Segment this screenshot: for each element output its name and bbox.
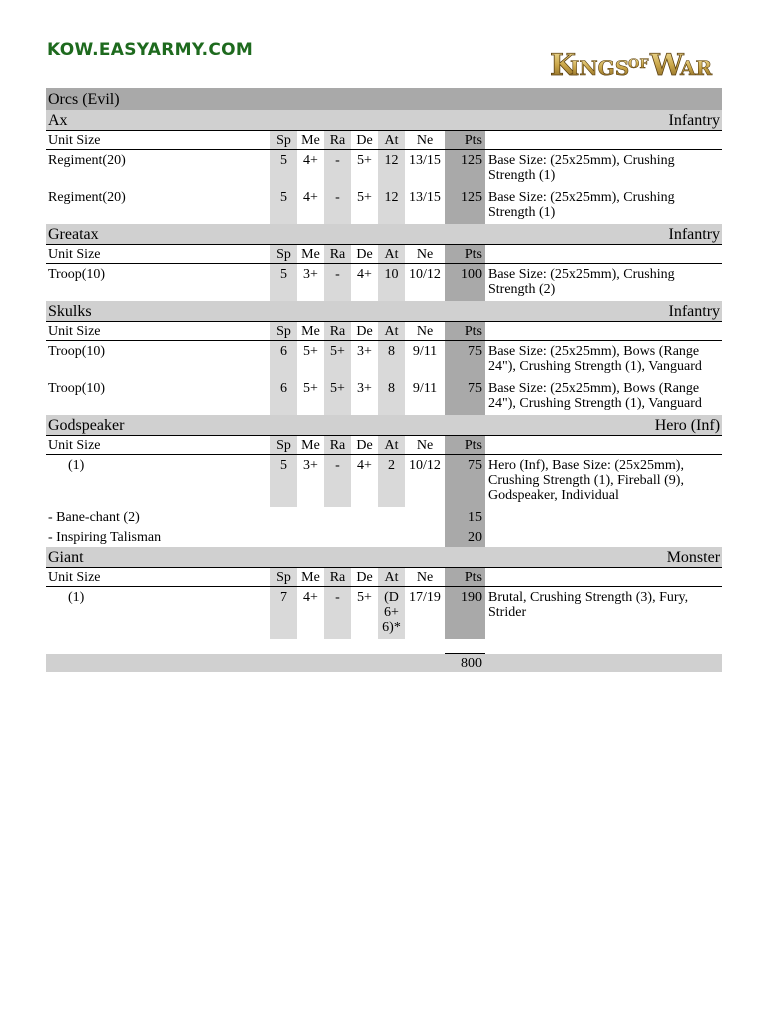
- unit-type: Infantry: [445, 301, 722, 322]
- unit-name: Ax: [46, 110, 445, 131]
- upgrade-row: [46, 527, 722, 547]
- unit-size: Regiment(20): [48, 153, 126, 168]
- svg-text:AR: AR: [680, 56, 713, 80]
- col-at: At: [378, 245, 405, 264]
- col-unit-size: Unit Size: [46, 322, 270, 341]
- unit-size: (1): [68, 458, 85, 473]
- army-list-body: [46, 88, 722, 672]
- column-header-row: [46, 322, 722, 341]
- unit-header-row: [46, 547, 722, 568]
- stat-ra: -: [324, 455, 351, 508]
- col-ra: Ra: [324, 245, 351, 264]
- special-rules: Base Size: (25x25mm), Crushing Strength (2): [488, 267, 675, 297]
- upgrade-points: 20: [445, 527, 485, 547]
- svg-text:W: W: [650, 48, 684, 82]
- special-rules: Base Size: (25x25mm), Bows (Range 24"), Crushing Strength (1), Vanguard: [488, 381, 702, 411]
- upgrade-blank: [485, 527, 722, 547]
- col-ra: Ra: [324, 436, 351, 455]
- stat-at: 10: [378, 264, 405, 302]
- total-points: 800: [445, 654, 485, 673]
- svg-text:K: K: [550, 48, 577, 82]
- stat-ne: 10/12: [409, 267, 441, 282]
- unit-row: [46, 187, 722, 224]
- stat-at: 8: [378, 378, 405, 415]
- stat-ra: -: [324, 187, 351, 224]
- unit-type: Infantry: [445, 224, 722, 245]
- unit-type: Infantry: [445, 110, 722, 131]
- col-ne: Ne: [405, 131, 445, 150]
- unit-size: Troop(10): [48, 381, 106, 396]
- stat-me: 4+: [303, 590, 318, 605]
- stat-ne: 9/11: [412, 381, 438, 396]
- col-special: [485, 131, 722, 150]
- col-me: Me: [297, 131, 324, 150]
- col-pts: Pts: [445, 322, 485, 341]
- stat-sp: 5: [270, 455, 297, 508]
- col-me: Me: [297, 568, 324, 587]
- col-special: [485, 436, 722, 455]
- stat-me: 3+: [303, 267, 318, 282]
- stat-de: 5+: [357, 153, 372, 168]
- col-de: De: [351, 436, 378, 455]
- upgrade-blank: [485, 507, 722, 527]
- stat-ne: 13/15: [409, 190, 441, 205]
- col-ne: Ne: [405, 245, 445, 264]
- unit-row: [46, 341, 722, 379]
- unit-type: Hero (Inf): [445, 415, 722, 436]
- stat-me: 5+: [303, 381, 318, 396]
- unit-header-row: [46, 415, 722, 436]
- stat-ra: 5+: [324, 341, 351, 379]
- col-sp: Sp: [270, 568, 297, 587]
- svg-text:OF: OF: [628, 57, 649, 72]
- stat-me: 4+: [303, 153, 318, 168]
- spacer-row: [46, 639, 722, 654]
- col-de: De: [351, 245, 378, 264]
- col-sp: Sp: [270, 245, 297, 264]
- column-header-row: [46, 131, 722, 150]
- unit-header-row: [46, 301, 722, 322]
- stat-sp: 6: [270, 341, 297, 379]
- stat-de: 3+: [357, 381, 372, 396]
- unit-points: 100: [445, 264, 485, 302]
- spacer-cell: [46, 639, 722, 654]
- stat-de: 4+: [357, 458, 372, 473]
- total-row: [46, 654, 722, 673]
- special-rules: Brutal, Crushing Strength (3), Fury, Strider: [488, 590, 689, 620]
- col-at: At: [378, 131, 405, 150]
- stat-sp: 5: [270, 150, 297, 188]
- col-ra: Ra: [324, 322, 351, 341]
- stat-at: 12: [378, 187, 405, 224]
- svg-text:INGS: INGS: [570, 56, 630, 80]
- col-ne: Ne: [405, 436, 445, 455]
- stat-ra: -: [324, 264, 351, 302]
- unit-points: 190: [445, 587, 485, 640]
- col-pts: Pts: [445, 436, 485, 455]
- stat-at: 12: [378, 150, 405, 188]
- col-at: At: [378, 568, 405, 587]
- special-rules: Base Size: (25x25mm), Bows (Range 24"), Crushing Strength (1), Vanguard: [488, 344, 702, 374]
- col-ra: Ra: [324, 568, 351, 587]
- army-list-sheet: [46, 88, 722, 672]
- col-unit-size: Unit Size: [46, 436, 270, 455]
- col-ne: Ne: [405, 568, 445, 587]
- col-me: Me: [297, 436, 324, 455]
- stat-me: 5+: [303, 344, 318, 359]
- special-rules: Hero (Inf), Base Size: (25x25mm), Crushing Strength (1), Fireball (9), Godspeaker, Individual: [488, 458, 684, 503]
- special-rules: Base Size: (25x25mm), Crushing Strength (1): [488, 190, 675, 220]
- kings-of-war-logo: [548, 46, 722, 82]
- upgrade-label: - Inspiring Talisman: [48, 529, 162, 545]
- stat-sp: 5: [270, 264, 297, 302]
- col-unit-size: Unit Size: [46, 245, 270, 264]
- total-label-blank: [46, 654, 445, 673]
- col-de: De: [351, 322, 378, 341]
- unit-name: Skulks: [46, 301, 445, 322]
- special-rules: Base Size: (25x25mm), Crushing Strength (1): [488, 153, 675, 183]
- col-special: [485, 322, 722, 341]
- site-title: KOW.EASYARMY.COM: [47, 40, 254, 60]
- stat-de: 4+: [357, 267, 372, 282]
- unit-size: Regiment(20): [48, 190, 126, 205]
- stat-sp: 5: [270, 187, 297, 224]
- unit-row: [46, 455, 722, 508]
- unit-row: [46, 378, 722, 415]
- upgrade-row: [46, 507, 722, 527]
- stat-at: 8: [378, 341, 405, 379]
- col-at: At: [378, 436, 405, 455]
- unit-points: 125: [445, 187, 485, 224]
- stat-ne: 10/12: [409, 458, 441, 473]
- stat-ra: -: [324, 587, 351, 640]
- stat-ne: 9/11: [412, 344, 438, 359]
- unit-points: 75: [445, 341, 485, 379]
- col-special: [485, 245, 722, 264]
- col-pts: Pts: [445, 131, 485, 150]
- unit-size: Troop(10): [48, 344, 106, 359]
- stat-ra: -: [324, 150, 351, 188]
- upgrade-label: - Bane-chant (2): [48, 509, 140, 525]
- stat-ne: 13/15: [409, 153, 441, 168]
- col-me: Me: [297, 245, 324, 264]
- col-me: Me: [297, 322, 324, 341]
- col-sp: Sp: [270, 322, 297, 341]
- army-name: Orcs (Evil): [46, 88, 722, 110]
- unit-header-row: [46, 110, 722, 131]
- stat-de: 3+: [357, 344, 372, 359]
- col-unit-size: Unit Size: [46, 131, 270, 150]
- stat-at: (D 6+ 6)*: [378, 587, 405, 640]
- column-header-row: [46, 436, 722, 455]
- unit-points: 125: [445, 150, 485, 188]
- stat-me: 4+: [303, 190, 318, 205]
- col-unit-size: Unit Size: [46, 568, 270, 587]
- col-sp: Sp: [270, 436, 297, 455]
- upgrade-points: 15: [445, 507, 485, 527]
- total-blank: [485, 654, 722, 673]
- stat-sp: 7: [270, 587, 297, 640]
- stat-me: 3+: [303, 458, 318, 473]
- unit-size: Troop(10): [48, 267, 106, 282]
- unit-points: 75: [445, 378, 485, 415]
- col-pts: Pts: [445, 568, 485, 587]
- unit-name: Giant: [46, 547, 445, 568]
- unit-row: [46, 587, 722, 640]
- col-at: At: [378, 322, 405, 341]
- unit-row: [46, 150, 722, 188]
- col-ne: Ne: [405, 322, 445, 341]
- stat-ne: 17/19: [409, 590, 441, 605]
- unit-name: Godspeaker: [46, 415, 445, 436]
- col-special: [485, 568, 722, 587]
- col-de: De: [351, 568, 378, 587]
- col-pts: Pts: [445, 245, 485, 264]
- stat-de: 5+: [357, 590, 372, 605]
- unit-row: [46, 264, 722, 302]
- army-list-table: [46, 88, 722, 672]
- stat-ra: 5+: [324, 378, 351, 415]
- unit-type: Monster: [445, 547, 722, 568]
- unit-size: (1): [68, 590, 85, 605]
- army-header-row: [46, 88, 722, 110]
- stat-de: 5+: [357, 190, 372, 205]
- stat-sp: 6: [270, 378, 297, 415]
- column-header-row: [46, 568, 722, 587]
- col-ra: Ra: [324, 131, 351, 150]
- stat-at: 2: [378, 455, 405, 508]
- col-de: De: [351, 131, 378, 150]
- unit-header-row: [46, 224, 722, 245]
- col-sp: Sp: [270, 131, 297, 150]
- column-header-row: [46, 245, 722, 264]
- unit-name: Greatax: [46, 224, 445, 245]
- unit-points: 75: [445, 455, 485, 508]
